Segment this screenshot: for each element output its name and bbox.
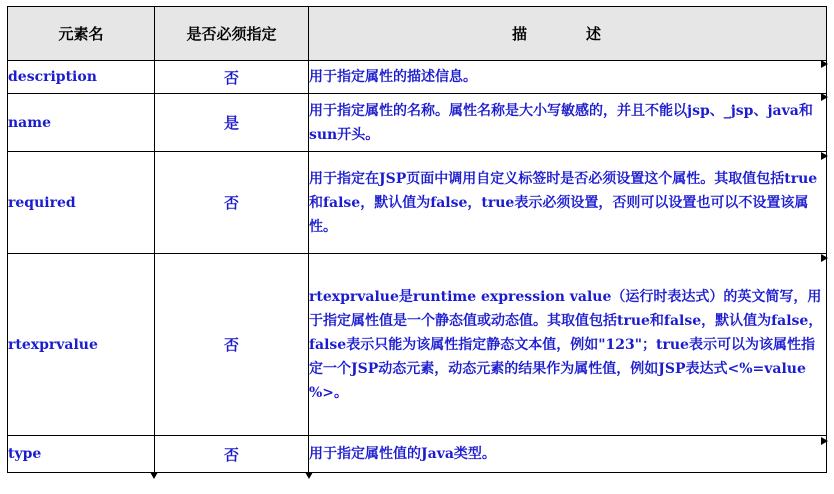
right-arrow-icon bbox=[821, 93, 828, 101]
table-row bbox=[8, 61, 827, 94]
element-name-cell: description bbox=[8, 61, 155, 94]
table-row bbox=[8, 94, 827, 152]
table-row bbox=[8, 254, 827, 436]
required-cell: 否 bbox=[155, 152, 309, 254]
right-arrow-icon bbox=[821, 437, 828, 445]
description-cell: 用于指定在JSP页面中调用自定义标签时是否必须设置这个属性。其取值包括true和false，默认值为false，true表示必须设置，否则可以设置也可以不设置该属性。 bbox=[309, 152, 827, 254]
header-description: 描 述 bbox=[309, 7, 827, 61]
down-arrow-icon bbox=[150, 472, 158, 479]
required-cell: 否 bbox=[155, 61, 309, 94]
description-cell: rtexprvalue是runtime expression value（运行时表达式）的英文简写，用于指定属性值是一个静态值或动态值。其取值包括true和false，默认值为false，false表示只能为该属性指定静态文本值，例如"123"；true表示可以为该属性指定一个JSP动态元素，动态元素的结果作为属性值，例如JSP表达式<%=value %>。 bbox=[309, 254, 827, 436]
element-name-cell: required bbox=[8, 152, 155, 254]
attribute-table bbox=[7, 6, 827, 473]
element-name-cell: rtexprvalue bbox=[8, 254, 155, 436]
table-row bbox=[8, 436, 827, 473]
required-cell: 否 bbox=[155, 254, 309, 436]
description-cell: 用于指定属性值的Java类型。 bbox=[309, 436, 827, 473]
right-arrow-icon bbox=[821, 152, 828, 160]
required-cell: 否 bbox=[155, 436, 309, 473]
description-cell: 用于指定属性的名称。属性名称是大小写敏感的，并且不能以jsp、_jsp、java和sun开头。 bbox=[309, 94, 827, 152]
header-row bbox=[8, 7, 827, 61]
element-name-cell: name bbox=[8, 94, 155, 152]
header-required: 是否必须指定 bbox=[155, 7, 309, 61]
right-arrow-icon bbox=[821, 60, 828, 68]
header-name: 元素名 bbox=[8, 7, 155, 61]
table-row bbox=[8, 152, 827, 254]
element-name-cell: type bbox=[8, 436, 155, 473]
description-cell: 用于指定属性的描述信息。 bbox=[309, 61, 827, 94]
right-arrow-icon bbox=[821, 254, 828, 262]
down-arrow-icon bbox=[305, 472, 313, 479]
required-cell: 是 bbox=[155, 94, 309, 152]
